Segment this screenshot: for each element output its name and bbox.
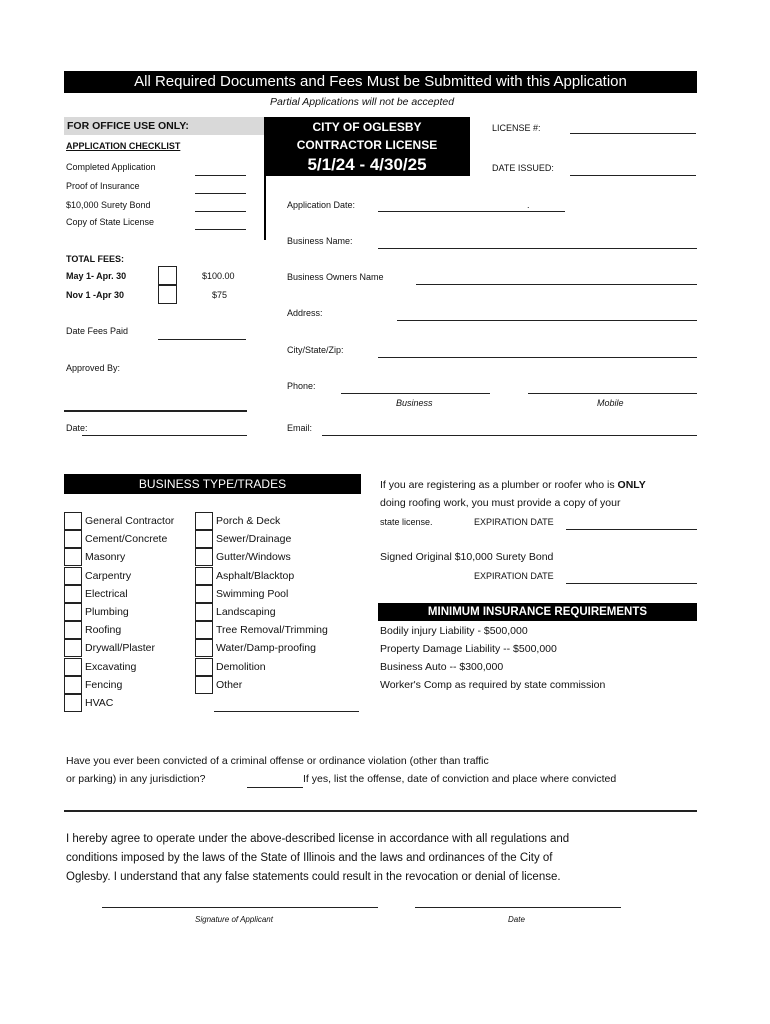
roofing-notice-line1 xyxy=(380,479,646,491)
trade-checkbox[interactable] xyxy=(64,530,82,548)
checklist-item: Completed Application xyxy=(66,162,156,172)
phone-label: Phone: xyxy=(287,381,316,391)
conviction-question: Have you ever been convicted of a criminal offense or ordinance violation (other than traffic xyxy=(66,755,489,767)
other-trade-field[interactable] xyxy=(214,711,359,712)
trade-label: Plumbing xyxy=(85,606,129,618)
bond-expiration-field[interactable] xyxy=(566,583,697,584)
mobile-phone-field[interactable] xyxy=(528,393,697,394)
office-date-label: Date: xyxy=(66,423,88,433)
trade-label: Electrical xyxy=(85,587,128,600)
trade-checkbox[interactable] xyxy=(195,567,213,585)
surety-bond-label: Signed Original $10,000 Surety Bond xyxy=(380,551,554,563)
insurance-item: Bodily injury Liability - $500,000 xyxy=(380,625,528,637)
agreement-text: conditions imposed by the laws of the State of Illinois and the laws and ordinances of the City of xyxy=(66,852,553,864)
page-title-banner xyxy=(64,71,697,93)
approved-by-field[interactable] xyxy=(64,410,247,412)
city-state-zip-field[interactable] xyxy=(378,357,697,358)
license-banner xyxy=(264,117,470,176)
email-label: Email: xyxy=(287,423,313,433)
fee-period: May 1- Apr. 30 xyxy=(66,271,127,281)
page-title: All Required Documents and Fees Must be Submitted with this Application xyxy=(134,73,627,90)
office-date-field[interactable] xyxy=(82,435,247,436)
trade-label: Porch & Deck xyxy=(216,515,281,527)
trade-label: Gutter/Windows xyxy=(216,551,291,564)
trade-label: Fencing xyxy=(85,678,123,691)
trade-checkbox[interactable] xyxy=(195,603,213,621)
approved-by-label: Approved By: xyxy=(66,363,121,373)
trade-label: Roofing xyxy=(85,624,122,637)
email-field[interactable] xyxy=(322,435,697,436)
address-label: Address: xyxy=(287,308,323,318)
insurance-item: Business Auto -- $300,000 xyxy=(380,661,504,673)
checklist-item: $10,000 Surety Bond xyxy=(66,200,151,210)
trade-checkbox[interactable] xyxy=(64,694,82,712)
checklist-heading: APPLICATION CHECKLIST xyxy=(66,141,181,151)
trade-checkbox[interactable] xyxy=(64,512,82,530)
divider-vertical xyxy=(264,176,266,240)
trade-label: Other xyxy=(216,678,243,691)
checklist-item: Proof of Insurance xyxy=(66,181,140,191)
license-expiration-field[interactable] xyxy=(566,529,697,530)
trade-checkbox[interactable] xyxy=(195,548,213,566)
conviction-followup: If yes, list the offense, date of conviction and place where convicted xyxy=(303,773,617,785)
insurance-banner xyxy=(378,603,697,621)
insurance-heading: MINIMUM INSURANCE REQUIREMENTS xyxy=(427,606,648,618)
mobile-phone-caption: Mobile xyxy=(597,398,624,408)
trade-checkbox[interactable] xyxy=(195,658,213,676)
trade-checkbox[interactable] xyxy=(64,548,82,566)
trade-label: Sewer/Drainage xyxy=(216,533,292,546)
trade-checkbox[interactable] xyxy=(64,621,82,639)
trade-checkbox[interactable] xyxy=(64,639,82,657)
business-phone-caption: Business xyxy=(396,398,433,408)
fee-amount: $100.00 xyxy=(202,271,235,281)
checklist-field[interactable] xyxy=(195,175,246,176)
signature-caption: Signature of Applicant xyxy=(195,915,273,924)
trades-heading: BUSINESS TYPE/TRADES xyxy=(138,477,287,491)
date-issued-label: DATE ISSUED: xyxy=(492,163,554,173)
license-city: CITY OF OGLESBY xyxy=(312,120,422,134)
license-period: 5/1/24 - 4/30/25 xyxy=(307,155,427,174)
insurance-item: Worker's Comp as required by state commission xyxy=(380,679,606,691)
trade-label: General Contractor xyxy=(85,515,175,527)
roofing-notice-text: If you are registering as a plumber or roofer who is xyxy=(380,479,615,491)
checklist-item: Copy of State License xyxy=(66,217,155,227)
signature-date-field[interactable] xyxy=(415,907,621,908)
total-fees-label: TOTAL FEES: xyxy=(66,254,125,264)
trade-checkbox[interactable] xyxy=(195,512,213,530)
signature-field[interactable] xyxy=(102,907,378,908)
trade-checkbox[interactable] xyxy=(64,585,82,603)
trade-label: Water/Damp-proofing xyxy=(216,642,316,655)
checklist-field[interactable] xyxy=(195,193,246,194)
trade-checkbox[interactable] xyxy=(195,530,213,548)
trade-checkbox[interactable] xyxy=(195,585,213,603)
agreement-text: I hereby agree to operate under the above-described license in accordance with all regulations and xyxy=(66,833,570,845)
owners-name-label: Business Owners Name xyxy=(287,272,384,282)
trade-checkbox[interactable] xyxy=(64,658,82,676)
trade-label: Tree Removal/Trimming xyxy=(216,624,328,637)
license-no-field[interactable] xyxy=(570,133,696,134)
address-field[interactable] xyxy=(397,320,697,321)
date-issued-field[interactable] xyxy=(570,175,696,176)
trade-label: HVAC xyxy=(85,697,114,709)
trades-banner xyxy=(64,474,361,494)
trade-checkbox[interactable] xyxy=(195,639,213,657)
insurance-item: Property Damage Liability -- $500,000 xyxy=(380,643,557,655)
trade-checkbox[interactable] xyxy=(195,621,213,639)
state-license-label: state license. xyxy=(380,517,433,527)
business-name-label: Business Name: xyxy=(287,236,353,246)
conviction-question-2: or parking) in any jurisdiction? xyxy=(66,773,206,785)
page-subtitle: Partial Applications will not be accepted xyxy=(270,96,455,108)
trade-label: Swimming Pool xyxy=(216,587,289,600)
date-fees-paid-label: Date Fees Paid xyxy=(66,326,129,336)
fee-checkbox[interactable] xyxy=(158,285,177,304)
business-name-field[interactable] xyxy=(378,248,697,249)
owners-name-field[interactable] xyxy=(416,284,697,285)
signature-date-caption: Date xyxy=(508,915,525,924)
application-date-dot: . xyxy=(527,200,530,210)
trade-label: Masonry xyxy=(85,551,126,564)
fee-amount: $75 xyxy=(212,290,228,300)
roofing-only: ONLY xyxy=(617,479,646,491)
date-fees-paid-field[interactable] xyxy=(158,339,246,340)
checklist-field[interactable] xyxy=(195,229,246,230)
roofing-notice-line2: doing roofing work, you must provide a copy of your xyxy=(380,497,621,509)
trade-checkbox[interactable] xyxy=(64,603,82,621)
trade-label: Drywall/Plaster xyxy=(85,642,156,655)
trade-checkbox[interactable] xyxy=(195,676,213,694)
expiration-label: EXPIRATION DATE xyxy=(474,517,554,527)
trade-label: Asphalt/Blacktop xyxy=(216,569,295,582)
checklist-field[interactable] xyxy=(195,211,246,212)
trade-label: Carpentry xyxy=(85,569,132,582)
city-state-zip-label: City/State/Zip: xyxy=(287,345,344,355)
trade-checkbox[interactable] xyxy=(64,567,82,585)
trade-label: Cement/Concrete xyxy=(85,533,168,546)
conviction-answer-field[interactable] xyxy=(247,787,303,788)
agreement-text: Oglesby. I understand that any false statements could result in the revocation or denial of license. xyxy=(66,871,561,883)
trade-checkbox[interactable] xyxy=(64,676,82,694)
office-use-heading: FOR OFFICE USE ONLY: xyxy=(67,120,189,132)
conviction-details-field[interactable] xyxy=(64,810,697,812)
license-no-label: LICENSE #: xyxy=(492,123,541,133)
fee-period: Nov 1 -Apr 30 xyxy=(66,290,125,300)
trade-label: Landscaping xyxy=(216,606,276,618)
fee-checkbox[interactable] xyxy=(158,266,177,285)
application-date-label: Application Date: xyxy=(287,200,356,210)
trade-label: Excavating xyxy=(85,660,137,673)
business-phone-field[interactable] xyxy=(341,393,490,394)
expiration-label-2: EXPIRATION DATE xyxy=(474,571,554,581)
license-type: CONTRACTOR LICENSE xyxy=(296,138,438,152)
application-date-field[interactable] xyxy=(378,211,565,212)
trade-label: Demolition xyxy=(216,660,266,673)
